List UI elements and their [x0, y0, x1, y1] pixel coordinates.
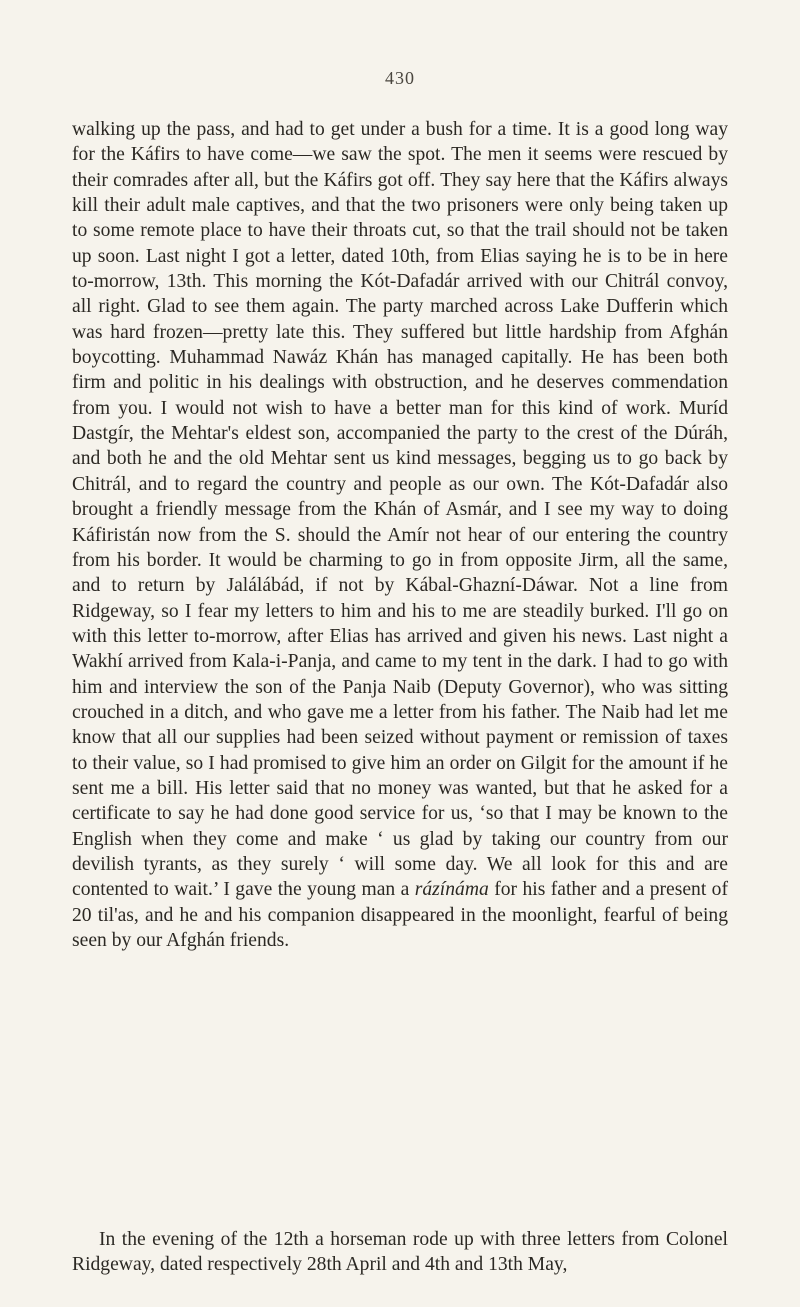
- paragraph-evening-letters: In the evening of the 12th a horseman rode up with three letters from Colonel Ridgeway, dated respectively 28th April and 4th and 13th May,: [72, 1229, 728, 1276]
- page-number: 430: [385, 68, 415, 88]
- paragraph-diary-entry: [72, 117, 728, 953]
- paragraph-text-part-2: for his father and a present of 20 til'as, and he and his companion disappeared in the moonlight, fearful of being seen by our Afghán friends.: [72, 879, 729, 951]
- paragraph-text-part-1: walking up the pass, and had to get under a bush for a time. It is a good long way for the Káfirs to have come—we saw the spot. The men it seems were rescued by their comrades after all, but the Káfirs got off. They say here that the Káfirs always kill their adult male captives, and that the two prisoners were only being taken up to some remote place to have their throats cut, so that the trail should not be taken up soon. Last night I got a letter, dated 10th, from Elias saying he is to be in here to-morrow, 13th. This morning the Kót-Dafadár arrived with our Chitrál convoy, all right. Glad to see them again. The party marched across Lake Dufferin which was hard frozen—pretty late this. They suffered but little hardship from Afghán boycotting. Muhammad Nawáz Khán has managed capitally. He has been both firm and politic in his dealings with obstruction, and he deserves commendation from you. I would not wish to have a better man for this kind of work. Muríd Dastgír, the Mehtar's eldest son, accompanied the party to the crest of the Dúráh, and both he and the old Mehtar sent us kind messages, begging us to go back by Chitrál, and to regard the country and people as our own. The Kót-Dafadár also brought a friendly message from the Khán of Asmár, and I see my way to doing Káfiristán now from the S. should the Amír not hear of our entering the country from his border. It would be charming to go in from opposite Jirm, all the same, and to return by Jalálábád, if not by Kábal-Ghazní-Dáwar. Not a line from Ridgeway, so I fear my letters to him and his to me are steadily burked. I'll go on with this letter to-morrow, after Elias has arrived and given his news. Last night a Wakhí arrived from Kala-i-Panja, and came to my tent in the dark. I had to go with him and interview the son of the Panja Naib (Deputy Governor), who was sitting crouched in a ditch, and who gave me a letter from his father. The Naib had let me know that all our supplies had been seized without payment or remission of taxes to their value, so I had promised to give him an order on Gilgit for the amount if he sent me a bill. His letter said that no money was wanted, but that he asked for a certificate to say he had done good service for us, ‘so that I may be known to the English when they come and make ‘ us glad by taking our country from our devilish tyrants, as they surely ‘ will some day. We all look for this and are contented to wait.’ I gave the young man a: [72, 119, 728, 901]
- italic-term-raziname: rázínáma: [414, 879, 489, 901]
